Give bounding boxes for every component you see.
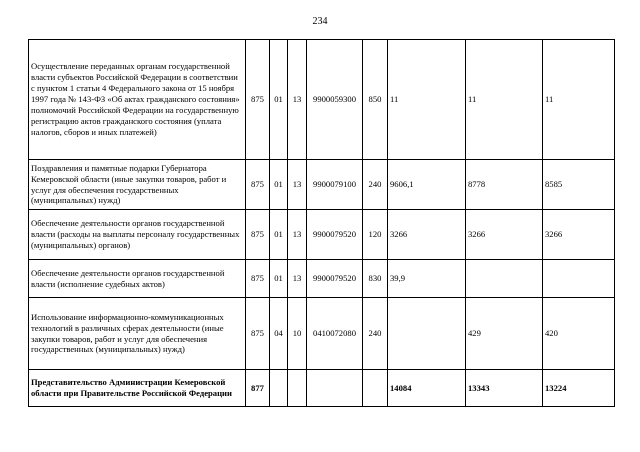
table-row [29, 210, 615, 260]
target-article-cell: 9900079520 [307, 210, 363, 260]
amount-year-1-cell: 9606,1 [388, 160, 466, 210]
row-name-cell: Использование информационно-коммуникационных технологий в различных сферах деятельности (иные закупки товаров, работ и услуг для обеспечения государственных (муниципальных) нужд) [29, 298, 246, 370]
target-article-cell [307, 370, 363, 407]
table-row [29, 40, 615, 160]
target-article-cell: 9900079520 [307, 260, 363, 298]
section-code-cell [270, 370, 288, 407]
subsection-code-cell: 13 [288, 40, 307, 160]
subsection-code-cell: 13 [288, 260, 307, 298]
budget-table [28, 39, 615, 407]
subsection-code-cell: 13 [288, 160, 307, 210]
table-body [29, 40, 615, 407]
table-row [29, 370, 615, 407]
ministry-code-cell: 875 [246, 40, 270, 160]
amount-year-1-cell: 14084 [388, 370, 466, 407]
amount-year-3-cell: 8585 [543, 160, 615, 210]
section-code-cell: 01 [270, 260, 288, 298]
table-row [29, 260, 615, 298]
subsection-code-cell: 10 [288, 298, 307, 370]
expense-type-cell: 830 [363, 260, 388, 298]
amount-year-1-cell: 11 [388, 40, 466, 160]
ministry-code-cell: 877 [246, 370, 270, 407]
amount-year-2-cell: 8778 [466, 160, 543, 210]
expense-type-cell: 120 [363, 210, 388, 260]
ministry-code-cell: 875 [246, 298, 270, 370]
row-name-cell: Представительство Администрации Кемеровской области при Правительстве Российской Федерации [29, 370, 246, 407]
subsection-code-cell [288, 370, 307, 407]
section-code-cell: 01 [270, 160, 288, 210]
target-article-cell: 0410072080 [307, 298, 363, 370]
amount-year-2-cell: 429 [466, 298, 543, 370]
section-code-cell: 01 [270, 40, 288, 160]
ministry-code-cell: 875 [246, 260, 270, 298]
expense-type-cell: 240 [363, 160, 388, 210]
amount-year-3-cell [543, 260, 615, 298]
amount-year-2-cell [466, 260, 543, 298]
target-article-cell: 9900079100 [307, 160, 363, 210]
amount-year-3-cell: 3266 [543, 210, 615, 260]
amount-year-2-cell: 13343 [466, 370, 543, 407]
page-number: 234 [312, 16, 328, 27]
table-row [29, 160, 615, 210]
amount-year-1-cell: 3266 [388, 210, 466, 260]
row-name-cell: Осуществление переданных органам государственной власти субъектов Российской Федерации в соответствии с пунктом 1 статьи 4 Федерального закона от 15 ноября 1997 года № 143-ФЗ «Об актах гражданского состояния» полномочий Российской Федерации на государственную регистрацию актов гражданского состояния (уплата налогов, сборов и иных платежей) [29, 40, 246, 160]
row-name-cell: Обеспечение деятельности органов государственной власти (исполнение судебных актов) [29, 260, 246, 298]
expense-type-cell [363, 370, 388, 407]
target-article-cell: 9900059300 [307, 40, 363, 160]
section-code-cell: 01 [270, 210, 288, 260]
expense-type-cell: 850 [363, 40, 388, 160]
section-code-cell: 04 [270, 298, 288, 370]
ministry-code-cell: 875 [246, 210, 270, 260]
expense-type-cell: 240 [363, 298, 388, 370]
row-name-cell: Поздравления и памятные подарки Губернатора Кемеровской области (иные закупки товаров, работ и услуг для обеспечения государственных (муниципальных) нужд) [29, 160, 246, 210]
subsection-code-cell: 13 [288, 210, 307, 260]
amount-year-1-cell: 39,9 [388, 260, 466, 298]
ministry-code-cell: 875 [246, 160, 270, 210]
amount-year-3-cell: 13224 [543, 370, 615, 407]
amount-year-2-cell: 3266 [466, 210, 543, 260]
amount-year-1-cell [388, 298, 466, 370]
table-row [29, 298, 615, 370]
row-name-cell: Обеспечение деятельности органов государственной власти (расходы на выплаты персоналу государственных (муниципальных) органов) [29, 210, 246, 260]
amount-year-3-cell: 420 [543, 298, 615, 370]
amount-year-2-cell: 11 [466, 40, 543, 160]
amount-year-3-cell: 11 [543, 40, 615, 160]
